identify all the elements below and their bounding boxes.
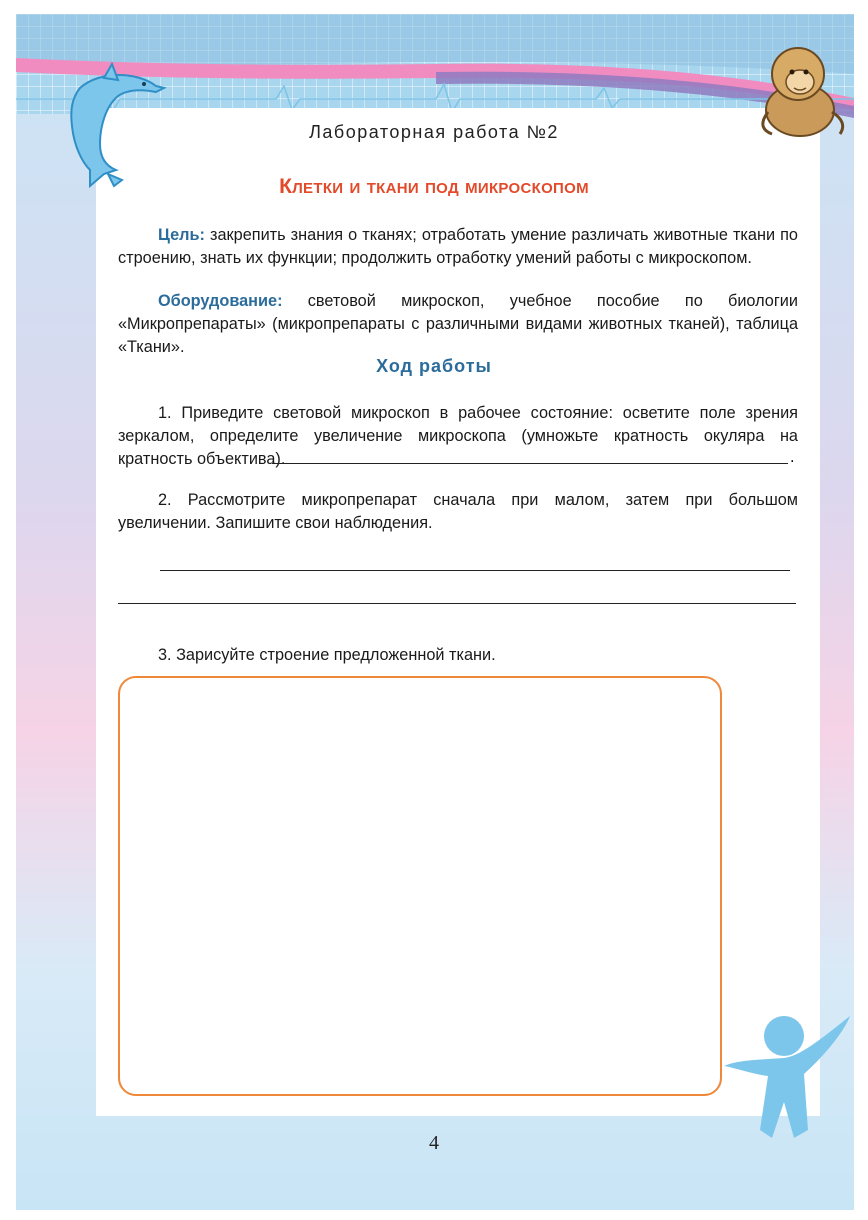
equipment-label: Оборудование:	[158, 292, 283, 310]
step-1-answer-line[interactable]	[272, 463, 788, 464]
step-3-paragraph	[118, 644, 798, 667]
step-2-answer-line-1[interactable]	[160, 570, 790, 571]
step-2-text: 2. Рассмотрите микропрепарат сначала при малом, затем при большом увеличении. Запишите свои наблюдения.	[118, 491, 798, 532]
page-number: 4	[429, 1132, 439, 1154]
step-2-paragraph	[118, 489, 798, 535]
procedure-title: Ход работы	[376, 356, 492, 376]
goal-paragraph	[118, 224, 798, 270]
lab-work-label: Лабораторная работа №2	[309, 122, 559, 142]
child-figure-illustration	[720, 1010, 860, 1150]
equipment-text: световой микроскоп, учебное пособие по биологии «Микропрепараты» (микропрепараты с различными видами животных тканей), таблица «Ткани».	[118, 292, 798, 356]
step-1-paragraph	[118, 402, 798, 471]
drawing-area-box[interactable]	[118, 676, 722, 1096]
goal-text: закрепить знания о тканях; отработать умение различать животные ткани по строению, знать их функции; продолжить отработку умений работы с микроскопом.	[118, 226, 798, 267]
page-title: Клетки и ткани под микроскопом	[279, 175, 589, 198]
step-1-end-period: .	[790, 448, 795, 466]
step-3-text: 3. Зарисуйте строение предложенной ткани.	[158, 646, 496, 664]
step-2-answer-line-2[interactable]	[118, 603, 796, 604]
goal-label: Цель:	[158, 226, 205, 244]
equipment-paragraph	[118, 290, 798, 359]
step-1-text: 1. Приведите световой микроскоп в рабочее состояние: осветите поле зрения зеркалом, определите увеличение микроскопа (умножьте кратность окуляра на кратность объектива).	[118, 404, 798, 468]
